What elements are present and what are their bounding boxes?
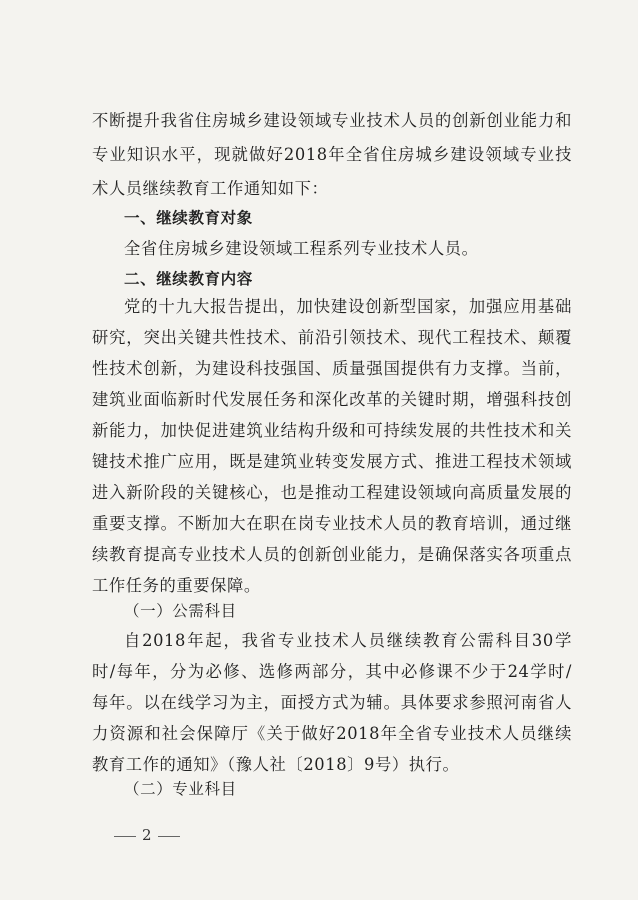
text-line: 性技术创新，为建设科技强国、质量强国提供有力支撑。当前，: [92, 359, 572, 378]
page-number-dash-left: [114, 836, 136, 837]
page-number: [108, 826, 186, 844]
text-line: 新能力，加快促进建筑业结构升级和可持续发展的共性技术和关: [92, 421, 572, 440]
text-line: 力资源和社会保障厅《关于做好2018年全省专业技术人员继续: [92, 724, 572, 743]
page-number-dash-right: [158, 836, 180, 837]
text-line: 自2018年起，我省专业技术人员继续教育公需科目30学: [124, 631, 572, 650]
text-line: 研究，突出关键共性技术、前沿引领技术、现代工程技术、颠覆: [92, 328, 572, 347]
text-line: 党的十九大报告提出，加快建设创新型国家，加强应用基础: [124, 297, 572, 316]
text-line: 工作任务的重要保障。: [92, 576, 261, 595]
section-heading: 二、继续教育内容: [124, 270, 253, 288]
text-line: 建筑业面临新时代发展任务和深化改革的关键时期，增强科技创: [92, 390, 572, 409]
text-line: 键技术推广应用，既是建筑业转变发展方式、推进工程技术领域: [92, 452, 572, 471]
subsection-heading: （二）专业科目: [124, 780, 237, 798]
text-line: 不断提升我省住房城乡建设领域专业技术人员的创新创业能力和: [92, 111, 572, 130]
text-line: 每年。以在线学习为主，面授方式为辅。具体要求参照河南省人: [92, 693, 572, 712]
page-number-value: 2: [142, 826, 152, 844]
text-line: 进入新阶段的关键核心，也是推动工程建设领域向高质量发展的: [92, 483, 572, 502]
text-line: 专业知识水平，现就做好2018年全省住房城乡建设领域专业技: [92, 145, 572, 164]
text-line: 时/每年，分为必修、选修两部分，其中必修课不少于24学时/: [92, 662, 572, 681]
text-line: 重要支撑。不断加大在职在岗专业技术人员的教育培训，通过继: [92, 514, 572, 533]
section-heading: 一、继续教育对象: [124, 209, 253, 227]
text-line: 术人员继续教育工作通知如下：: [92, 179, 329, 198]
text-line: 续教育提高专业技术人员的创新创业能力，是确保落实各项重点: [92, 545, 572, 564]
subsection-heading: （一）公需科目: [124, 602, 237, 620]
text-line: 全省住房城乡建设领域工程系列专业技术人员。: [124, 239, 479, 258]
text-line: 教育工作的通知》（豫人社〔2018〕9号）执行。: [92, 755, 460, 774]
